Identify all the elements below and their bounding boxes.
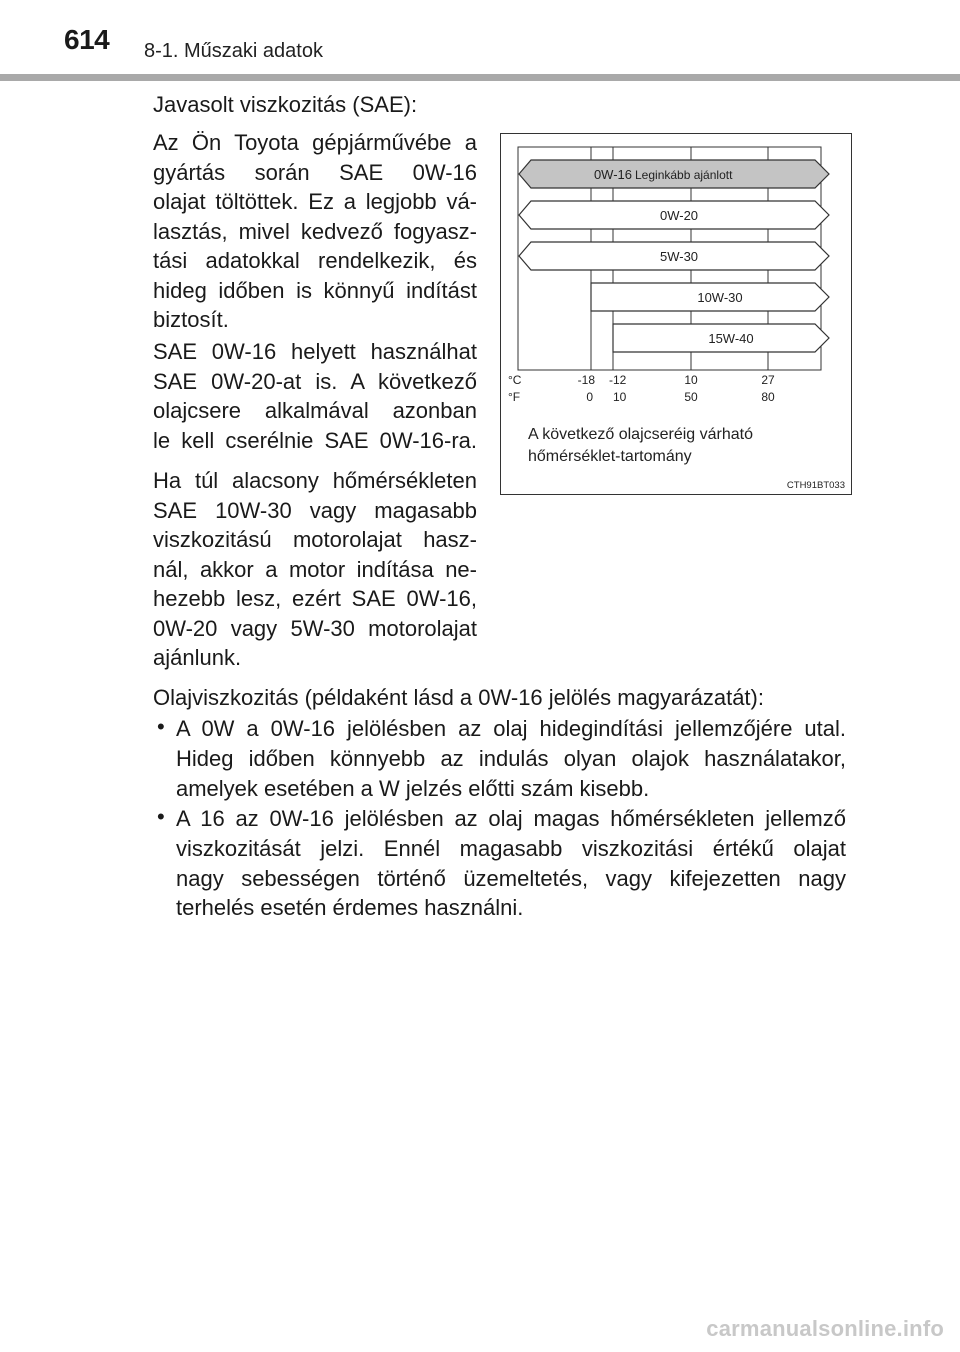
- text-line: SAE 10W-30 vagy magasabb: [153, 497, 477, 523]
- section-title: 8-1. Műszaki adatok: [144, 40, 323, 62]
- text-line: tási adatokkal rendelkezik, és: [153, 248, 477, 273]
- oil-band-label: 0W-20: [659, 208, 699, 223]
- text-line: viszkozitását jelzi. Ennél magasabb viszkozitási értékű olajat: [176, 835, 846, 861]
- text-line: A 0W a 0W-16 jelölésben az olaj hidegindítási jellemzőjére utal.: [176, 716, 846, 741]
- tick-label-fahrenheit: 10: [613, 390, 627, 404]
- unit-fahrenheit: °F: [508, 390, 521, 404]
- page-number: 614: [64, 24, 110, 55]
- text-line: biztosít.: [153, 307, 229, 332]
- oil-band-label: 5W-30: [659, 249, 699, 264]
- tick-label-fahrenheit: 50: [684, 390, 698, 404]
- tick-label-fahrenheit: 80: [761, 390, 775, 404]
- paragraph-low-temperature: [153, 466, 477, 673]
- figure-code: CTH91BT033: [786, 480, 845, 491]
- bullet-marker: •: [157, 714, 165, 739]
- tick-label-celsius: -18: [577, 373, 595, 387]
- viscosity-intro: Olajviszkozitás (példaként lásd a 0W-16 jelölés magyarázatát):: [153, 685, 764, 710]
- oil-band-note: Leginkább ajánlott: [635, 168, 733, 182]
- text-line: 0W-20 vagy 5W-30 motorolajat: [153, 615, 477, 641]
- text-line: olajcsere alkalmával azonban: [153, 398, 477, 423]
- oil-band-label: 10W-30: [697, 290, 743, 305]
- text-line: olajat töltöttek. Ez a legjobb vá-: [153, 189, 477, 214]
- watermark-logo: carmanualsonline.info: [706, 1316, 944, 1341]
- tick-label-celsius: 27: [761, 373, 775, 387]
- text-line: gyártás során SAE 0W-16: [153, 159, 477, 185]
- oil-band-label: 0W-16: [593, 167, 632, 182]
- text-line: hezebb lesz, ezért SAE 0W-16,: [153, 586, 477, 611]
- viscosity-chart: [501, 134, 853, 496]
- tick-label-celsius: 10: [684, 373, 698, 387]
- text-line: lasztás, mivel kedvező fogyasz-: [153, 218, 477, 244]
- oil-band-label: 15W-40: [708, 331, 754, 346]
- text-line: SAE 0W-20-at is. A következő: [153, 368, 477, 394]
- unit-celsius: °C: [508, 373, 522, 387]
- bullet-cold-start: [176, 714, 846, 803]
- tick-label-celsius: -12: [609, 373, 627, 387]
- text-line: amelyek esetében a W jelzés előtti szám kisebb.: [176, 775, 650, 801]
- header-rule: [0, 74, 960, 81]
- text-line: Hideg időben könnyebb az indulás olyan olajok használatakor,: [176, 745, 846, 771]
- bullet-high-temperature: [176, 804, 846, 923]
- paragraph-factory-oil: [153, 128, 477, 335]
- text-line: terhelés esetén érdemes használni.: [176, 895, 524, 921]
- text-line: nál, akkor a motor indítása ne-: [153, 556, 477, 582]
- tick-label-fahrenheit: 0: [586, 390, 593, 404]
- text-line: Az Ön Toyota gépjárművébe a: [153, 130, 477, 155]
- text-line: A 16 az 0W-16 jelölésben az olaj magas hőmérsékleten jellemző: [176, 806, 846, 831]
- heading-recommended-viscosity: Javasolt viszkozitás (SAE):: [153, 92, 418, 117]
- paragraph-alternative-oil: [153, 337, 477, 455]
- text-line: nagy sebességen történő üzemeltetés, vagy kifejezetten nagy: [176, 865, 846, 891]
- text-line: viszkozitású motorolajat hasz-: [153, 527, 477, 552]
- text-line: hideg időben is könnyű indítást: [153, 277, 477, 303]
- text-line: ajánlunk.: [153, 645, 242, 670]
- text-line: SAE 0W-16 helyett használhat: [153, 339, 477, 364]
- figure-caption-line1: A következő olajcseréig várható: [528, 426, 754, 443]
- bullet-marker: •: [157, 804, 165, 829]
- text-line: Ha túl alacsony hőmérsékleten: [153, 468, 477, 493]
- text-line: le kell cserélnie SAE 0W-16-ra.: [153, 427, 477, 453]
- figure-caption-line2: hőmérséklet-tartomány: [528, 448, 692, 465]
- viscosity-chart-figure: [500, 133, 852, 495]
